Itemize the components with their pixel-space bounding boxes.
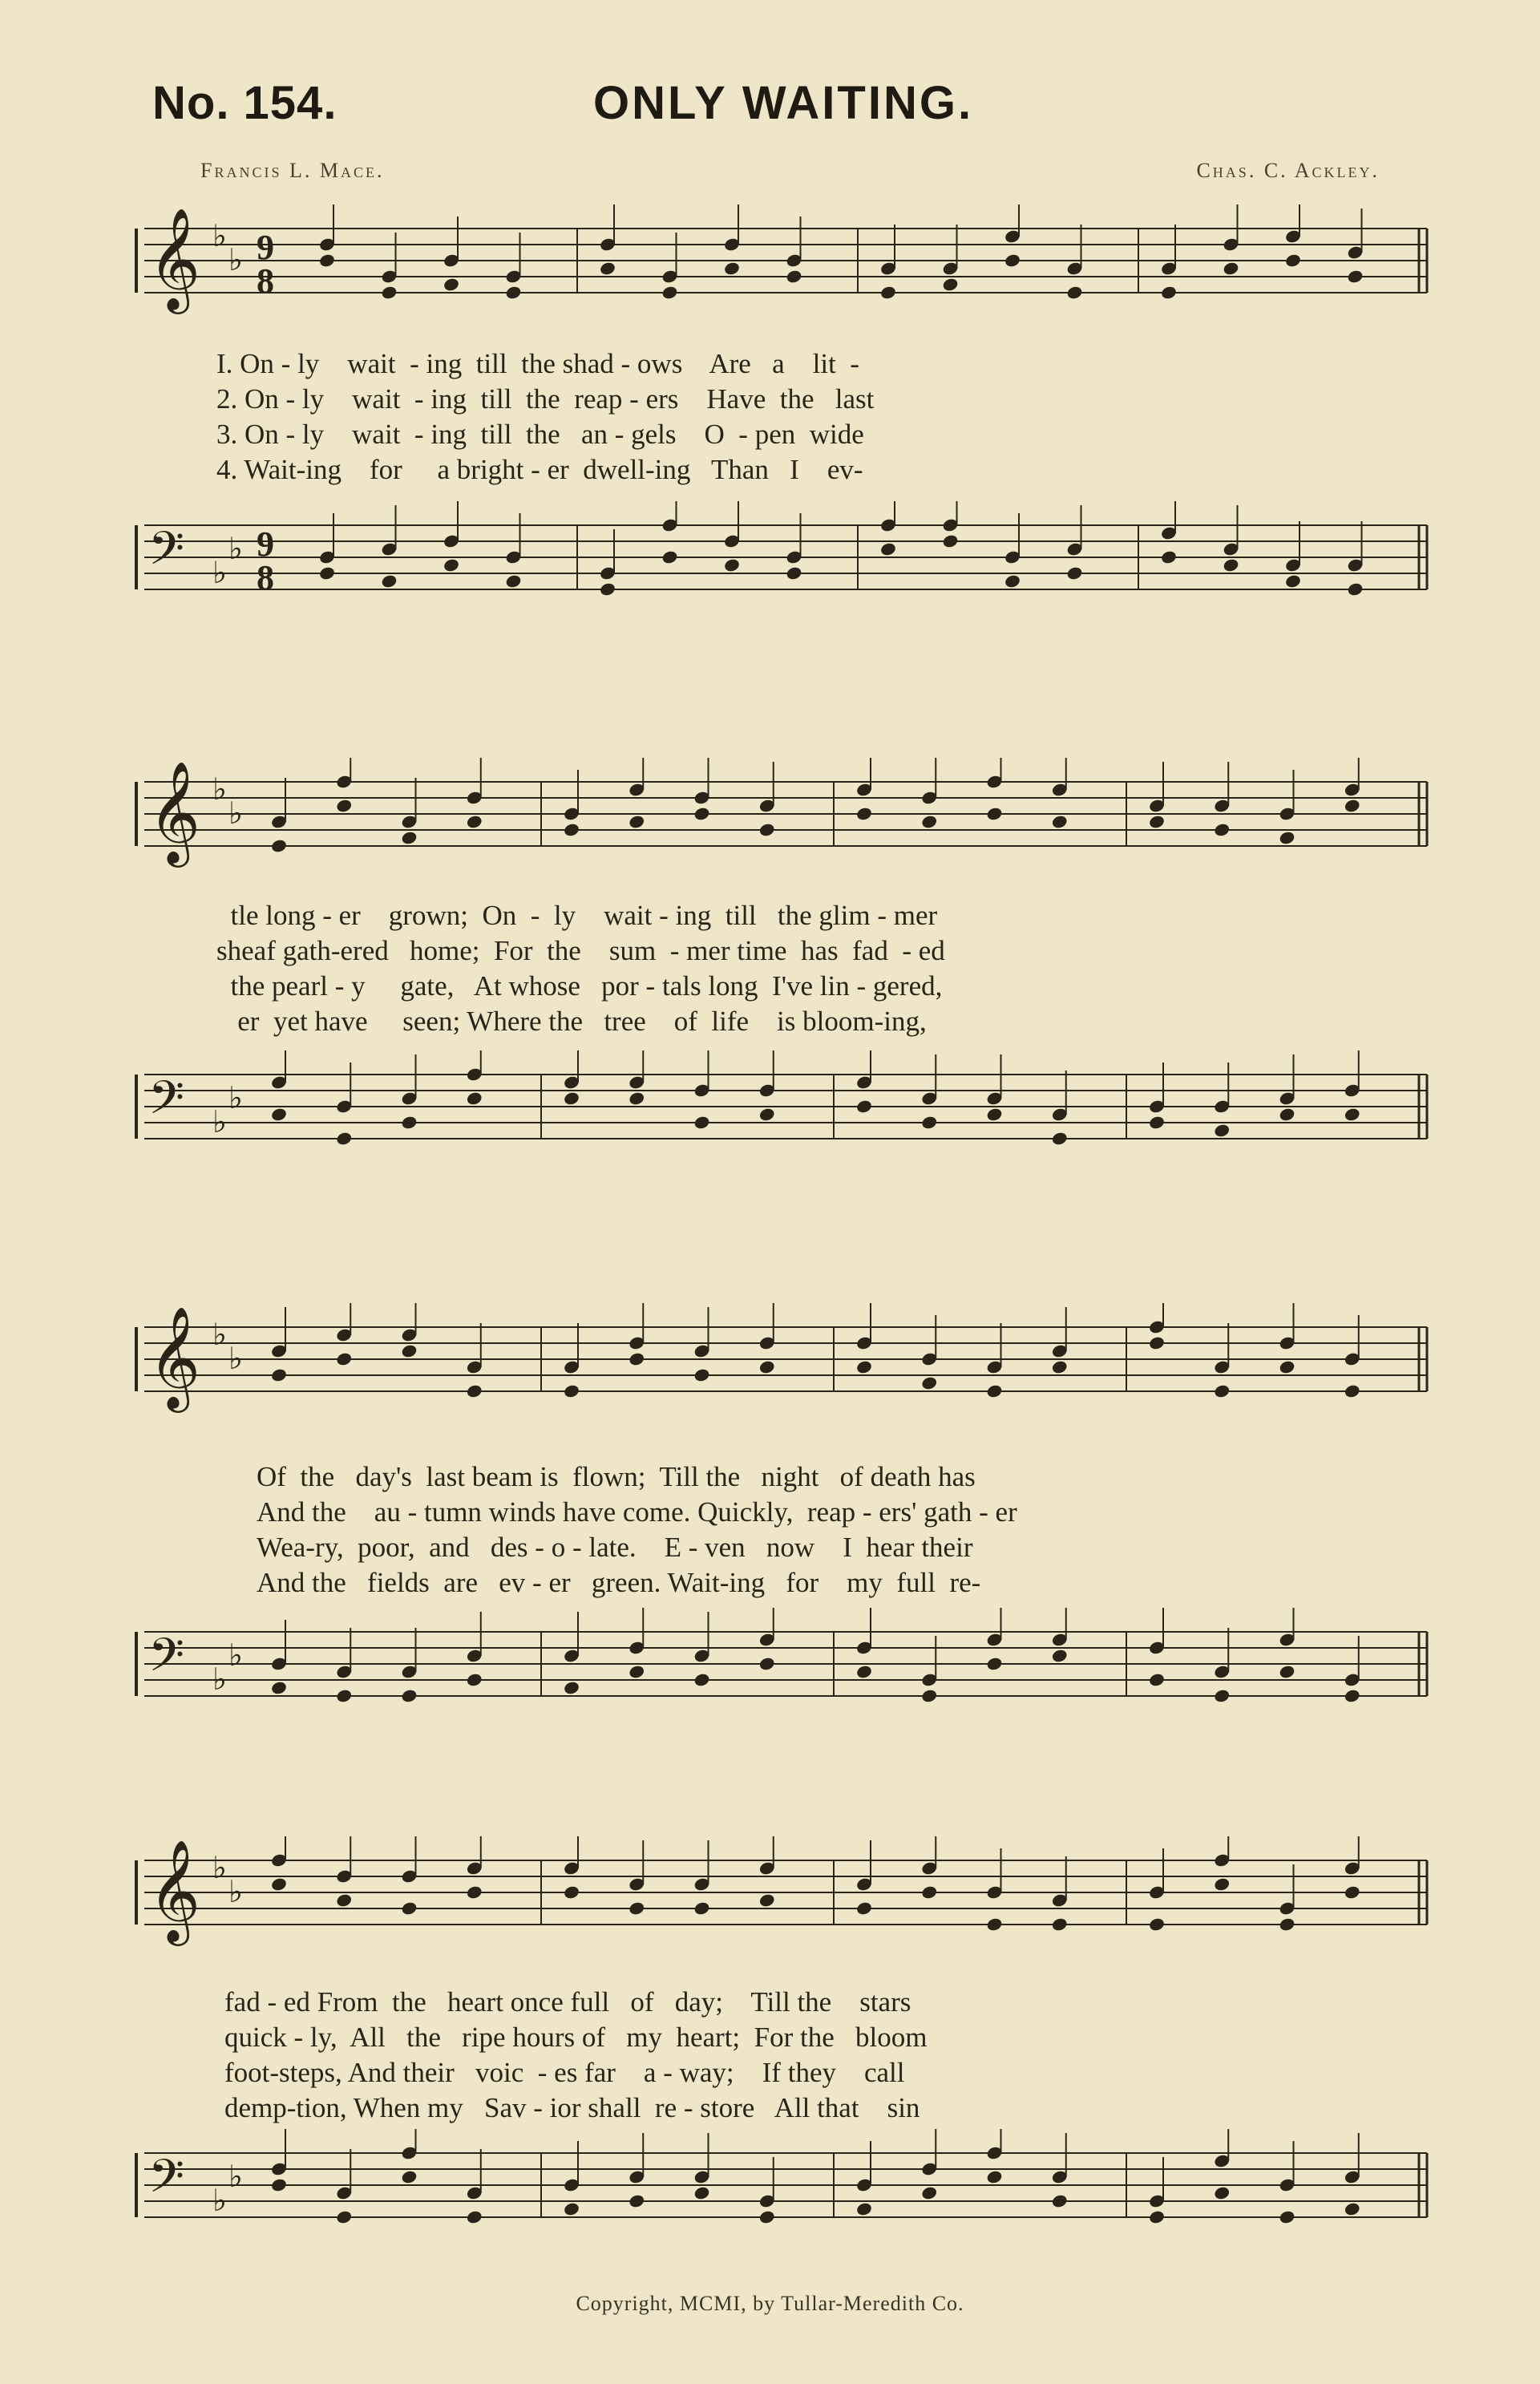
bass-clef-icon: 𝄢: [148, 521, 185, 587]
notehead: [786, 565, 803, 581]
notehead: [381, 573, 398, 589]
notehead: [920, 814, 938, 829]
notehead: [855, 2201, 873, 2216]
treble-staff-system-3: [0, 1303, 1540, 1447]
notehead: [1066, 285, 1084, 300]
notehead: [693, 1672, 711, 1687]
notehead: [920, 1688, 938, 1703]
flat-icon: ♭: [212, 1662, 227, 1697]
notehead: [920, 2185, 938, 2200]
notehead: [628, 1664, 645, 1679]
notehead: [855, 806, 873, 821]
lyric-verse-4: demp-tion, When my Sav - ior shall re - store All that sin: [224, 2092, 920, 2123]
lyrics-system-2: [216, 898, 1419, 1039]
notehead: [920, 1115, 938, 1130]
lyric-verse-2: sheaf gath-ered home; For the sum - mer time has fad - ed: [216, 935, 945, 966]
lyric-verse-3: 3. On - ly wait - ing till the an - gels O - pen wide: [216, 419, 864, 450]
copyright-notice: Copyright, MCMI, by Tullar-Meredith Co.: [576, 2292, 964, 2315]
notehead: [628, 1351, 645, 1366]
notehead: [401, 830, 418, 845]
notehead: [693, 2185, 711, 2200]
notehead: [758, 2209, 776, 2224]
notehead: [1344, 2201, 1361, 2216]
notehead: [563, 2201, 580, 2216]
notehead: [758, 1359, 776, 1374]
notehead: [1051, 814, 1069, 829]
flat-icon: ♭: [228, 1080, 243, 1115]
bass-staff-system-2: [0, 1050, 1540, 1195]
flat-icon: ♭: [212, 1104, 227, 1139]
notehead: [381, 285, 398, 300]
notehead: [1223, 557, 1240, 573]
notehead: [599, 581, 616, 597]
notehead: [1051, 2193, 1069, 2208]
lyric-verse-3: Wea-ry, poor, and des - o - late. E - ven now I hear their: [257, 1532, 973, 1563]
notehead: [879, 541, 897, 557]
notehead: [1279, 2209, 1296, 2224]
notehead: [986, 806, 1004, 821]
notehead: [986, 2169, 1004, 2184]
notehead: [693, 1367, 711, 1382]
notehead: [1148, 1335, 1166, 1350]
notehead: [466, 1383, 483, 1398]
notehead: [1284, 573, 1302, 589]
notehead: [661, 285, 679, 300]
flat-icon: ♭: [228, 1874, 243, 1909]
notehead: [723, 557, 741, 573]
notehead: [270, 838, 288, 853]
notehead: [1279, 830, 1296, 845]
notehead: [1148, 1115, 1166, 1130]
notehead: [1213, 1688, 1231, 1703]
lyric-verse-2: And the au - tumn winds have come. Quickly, reap - ers' gath - er: [257, 1496, 1017, 1528]
notehead: [270, 1876, 288, 1892]
notehead: [693, 1115, 711, 1130]
notehead: [599, 261, 616, 276]
lyric-verse-4: 4. Wait-ing for a bright - er dwell-ing Than I ev-: [216, 454, 863, 485]
lyric-verse-3: foot-steps, And their voic - es far a - way; If they call: [224, 2057, 905, 2088]
notehead: [1213, 1123, 1231, 1138]
lyricist-credit: Francis L. Mace.: [200, 159, 385, 182]
notehead: [879, 285, 897, 300]
notehead: [1344, 1688, 1361, 1703]
notehead: [563, 1091, 580, 1106]
notehead: [335, 2209, 353, 2224]
notehead: [335, 798, 353, 813]
notehead: [443, 557, 460, 573]
treble-staff-system-1: [0, 204, 1540, 349]
notehead: [1279, 1917, 1296, 1932]
notehead: [855, 1664, 873, 1679]
lyric-verse-1: I. On - ly wait - ing till the shad - ows Are a lit -: [216, 348, 859, 379]
hymn-number: No. 154.: [152, 77, 338, 129]
notehead: [628, 814, 645, 829]
notehead: [693, 1900, 711, 1916]
lyrics-system-1: [216, 346, 1419, 488]
notehead: [1284, 253, 1302, 268]
notehead: [505, 285, 523, 300]
flat-icon: ♭: [228, 795, 243, 831]
notehead: [1347, 269, 1364, 284]
notehead: [1148, 2209, 1166, 2224]
time-signature-top: 9: [257, 228, 274, 267]
composer-credit: Chas. C. Ackley.: [1196, 159, 1380, 182]
flat-icon: ♭: [228, 242, 243, 277]
flat-icon: ♭: [228, 1637, 243, 1673]
lyric-verse-3: the pearl - y gate, At whose por - tals long I've lin - gered,: [216, 970, 943, 1002]
notehead: [335, 1131, 353, 1146]
lyrics-system-4: [224, 1985, 1427, 2126]
notehead: [1344, 1884, 1361, 1900]
notehead: [466, 814, 483, 829]
notehead: [628, 1091, 645, 1106]
notehead: [318, 253, 336, 268]
lyric-verse-4: er yet have seen; Where the tree of life is bloom-ing,: [216, 1006, 927, 1037]
notehead: [628, 2193, 645, 2208]
lyric-verse-1: tle long - er grown; On - ly wait - ing till the glim - mer: [216, 900, 938, 931]
notehead: [1160, 549, 1178, 565]
notehead: [270, 2177, 288, 2192]
notehead: [855, 1359, 873, 1374]
notehead: [661, 549, 679, 565]
bass-staff-system-1: [0, 501, 1540, 646]
time-signature-bottom: 8: [257, 558, 274, 597]
flat-icon: ♭: [228, 2159, 243, 2194]
bass-staff-system-3: [0, 1608, 1540, 1760]
notehead: [758, 1107, 776, 1122]
lyric-verse-1: fad - ed From the heart once full of day; Till the stars: [224, 1986, 911, 2018]
notehead: [1213, 1876, 1231, 1892]
notehead: [563, 1383, 580, 1398]
notehead: [401, 1115, 418, 1130]
notehead: [855, 1900, 873, 1916]
notehead: [986, 1383, 1004, 1398]
treble-clef-icon: 𝄞: [148, 207, 201, 310]
notehead: [270, 1680, 288, 1695]
flat-icon: ♭: [212, 218, 227, 253]
notehead: [986, 1656, 1004, 1671]
time-signature-top: 9: [257, 524, 274, 564]
notehead: [1066, 565, 1084, 581]
notehead: [786, 269, 803, 284]
notehead: [758, 1656, 776, 1671]
notehead: [1344, 1383, 1361, 1398]
notehead: [335, 1688, 353, 1703]
notehead: [1051, 1359, 1069, 1374]
bass-clef-icon: 𝄢: [148, 1071, 185, 1136]
notehead: [466, 1091, 483, 1106]
notehead: [401, 1343, 418, 1358]
treble-clef-icon: 𝄞: [148, 1839, 201, 1941]
notehead: [942, 277, 960, 292]
notehead: [563, 822, 580, 837]
hymn-title: ONLY WAITING.: [593, 77, 974, 129]
notehead: [1148, 1672, 1166, 1687]
notehead: [1004, 573, 1021, 589]
flat-icon: ♭: [228, 531, 243, 566]
notehead: [1051, 1648, 1069, 1663]
notehead: [270, 1367, 288, 1382]
treble-clef-icon: 𝄞: [148, 760, 201, 863]
bass-clef-icon: 𝄢: [148, 1628, 185, 1694]
notehead: [1051, 1131, 1069, 1146]
notehead: [1160, 285, 1178, 300]
notehead: [758, 822, 776, 837]
notehead: [758, 1892, 776, 1908]
flat-icon: ♭: [228, 1341, 243, 1376]
notehead: [563, 1884, 580, 1900]
notehead: [466, 1884, 483, 1900]
bass-staff-system-4: [0, 2129, 1540, 2273]
notehead: [1223, 261, 1240, 276]
notehead: [920, 1375, 938, 1390]
notehead: [723, 261, 741, 276]
notehead: [1347, 581, 1364, 597]
notehead: [401, 2169, 418, 2184]
treble-clef-icon: 𝄞: [148, 1305, 201, 1408]
notehead: [1279, 1107, 1296, 1122]
flat-icon: ♭: [212, 1850, 227, 1885]
flat-icon: ♭: [212, 1317, 227, 1352]
notehead: [986, 1917, 1004, 1932]
lyric-verse-2: quick - ly, All the ripe hours of my heart; For the bloom: [224, 2022, 928, 2053]
notehead: [1213, 2185, 1231, 2200]
notehead: [1148, 1917, 1166, 1932]
notehead: [270, 1107, 288, 1122]
treble-staff-system-2: [0, 758, 1540, 902]
notehead: [920, 1884, 938, 1900]
notehead: [401, 1688, 418, 1703]
notehead: [505, 573, 523, 589]
lyrics-system-3: [257, 1459, 1459, 1601]
lyric-verse-4: And the fields are ev - er green. Wait-ing for my full re-: [257, 1567, 981, 1598]
notehead: [335, 1892, 353, 1908]
lyric-verse-2: 2. On - ly wait - ing till the reap - ers Have the last: [216, 383, 875, 415]
lyric-verse-1: Of the day's last beam is flown; Till the night of death has: [257, 1461, 976, 1492]
flat-icon: ♭: [212, 2183, 227, 2218]
notehead: [693, 806, 711, 821]
notehead: [1344, 1107, 1361, 1122]
bass-clef-icon: 𝄢: [148, 2149, 185, 2215]
notehead: [563, 1680, 580, 1695]
notehead: [942, 533, 960, 548]
notehead: [986, 1107, 1004, 1122]
time-signature-bottom: 8: [257, 261, 274, 301]
notehead: [1213, 822, 1231, 837]
treble-staff-system-4: [0, 1836, 1540, 1981]
notehead: [1279, 1664, 1296, 1679]
notehead: [855, 1099, 873, 1114]
notehead: [466, 2209, 483, 2224]
notehead: [628, 1900, 645, 1916]
notehead: [1004, 253, 1021, 268]
notehead: [1344, 798, 1361, 813]
flat-icon: ♭: [212, 771, 227, 807]
notehead: [1051, 1917, 1069, 1932]
notehead: [335, 1351, 353, 1366]
notehead: [1279, 1359, 1296, 1374]
flat-icon: ♭: [212, 555, 227, 590]
notehead: [401, 1900, 418, 1916]
notehead: [443, 277, 460, 292]
notehead: [318, 565, 336, 581]
notehead: [1213, 1383, 1231, 1398]
notehead: [466, 1672, 483, 1687]
notehead: [1148, 814, 1166, 829]
